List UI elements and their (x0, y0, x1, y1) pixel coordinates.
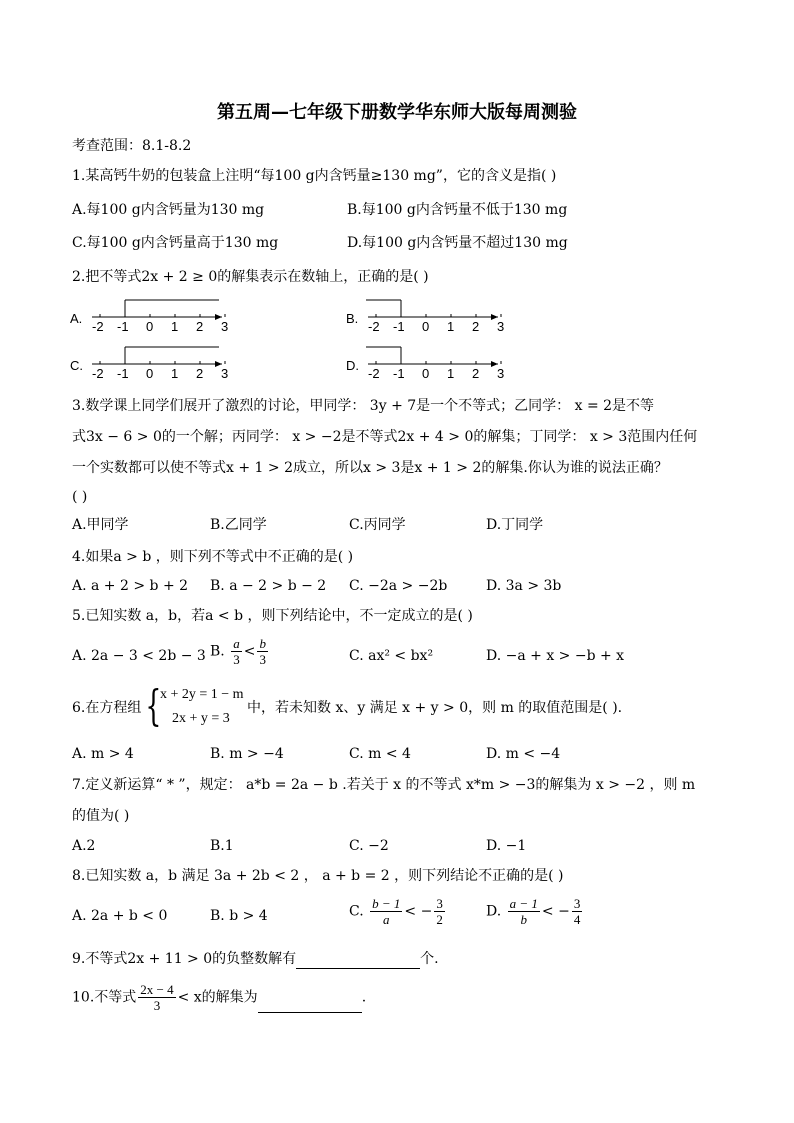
q3-option-d: D.丁同学 (486, 517, 544, 533)
q8-c-frac-2: $\frac{3}{2}$ (436, 896, 443, 927)
q1-option-d: D.每100 g内含钙量不超过130 mg (347, 235, 568, 251)
number-line-tick-label: -2 (92, 366, 104, 381)
q3-line-2: 式3x − 6 > 0的一个解；丙同学： x > −2是不等式2x + 4 > 0的解集；丁同学： x > 3范围内任何 (72, 429, 698, 445)
page-title: 第五周—七年级下册数学华东师大版每周测验 (217, 102, 577, 123)
q6-option-b: B. m > −4 (210, 746, 284, 762)
q1-option-b: B.每100 g内含钙量不低于130 mg (347, 202, 568, 218)
q8-c-label: C. (349, 903, 364, 920)
number-line-tick-label: 0 (422, 366, 430, 381)
scope-text: 考查范围：8.1-8.2 (72, 138, 192, 154)
q8-c-operator: < − (404, 903, 433, 920)
number-line-tick-label: 0 (146, 319, 154, 334)
q4-option-b: B. a − 2 > b − 2 (210, 578, 327, 594)
number-line-tick-label: 3 (497, 366, 505, 381)
q6-option-a: A. m > 4 (72, 746, 134, 762)
q6-prefix: 6.在方程组 (72, 700, 142, 716)
q10-mid: < x的解集为 (177, 989, 258, 1006)
number-line-tick-label: 2 (196, 366, 204, 381)
q6-option-d: D. m < −4 (486, 746, 561, 762)
q4-stem: 4.如果a > b ，则下列不等式中不正确的是( ) (72, 549, 354, 565)
q3-line-3: 一个实数都可以使不等式x + 1 > 2成立，所以x > 3是x + 1 > 2的解集.你认为谁的说法正确？ (72, 460, 668, 476)
q3-line-4: ( ) (72, 489, 88, 505)
number-line-tick-label: 2 (472, 366, 480, 381)
q6-option-c: C. m < 4 (349, 746, 411, 762)
q8-c-frac-1: $\frac{b - 1}{a}$ (372, 896, 401, 927)
q8-option-b: B. b > 4 (210, 908, 268, 924)
q10-prefix: 10.不等式 (72, 989, 137, 1006)
number-line-tick-label: 1 (171, 319, 179, 334)
q3-option-b: B.乙同学 (210, 517, 267, 533)
number-line-tick-label: -1 (393, 366, 405, 381)
q8-option-a: A. 2a + b < 0 (72, 908, 168, 924)
q2-option-label: C. (70, 358, 83, 373)
q1-option-c: C.每100 g内含钙量高于130 mg (72, 235, 279, 251)
q3-line-1: 3.数学课上同学们展开了激烈的讨论，甲同学： 3y + 7是一个不等式；乙同学： x = 2是不等 (72, 398, 655, 414)
q10-answer-blank[interactable] (258, 996, 362, 1013)
q5-option-c: C. ax² < bx² (349, 648, 434, 664)
q5-b-frac-2: $\frac{b}{3}$ (259, 636, 266, 667)
q5-stem: 5.已知实数 a，b，若a < b ，则下列结论中，不一定成立的是( ) (72, 608, 473, 624)
q8-option-d (486, 896, 584, 927)
number-line-tick-label: 3 (221, 319, 229, 334)
q10-line (72, 982, 366, 1013)
q7-line-1: 7.定义新运算“ * ”，规定： a*b = 2a − b .若关于 x 的不等式 x*m > −3的解集为 x > −2 ，则 m (72, 777, 696, 793)
q2-option-label: D. (346, 358, 359, 373)
q6-equation-2: 2x + y = 3 (172, 711, 230, 726)
number-line-tick-label: 2 (196, 319, 204, 334)
number-line-tick-label: -1 (117, 319, 129, 334)
q3-option-c: C.丙同学 (349, 517, 406, 533)
q4-option-d: D. 3a > 3b (486, 578, 562, 594)
q5-b-frac-1: $\frac{a}{3}$ (233, 636, 240, 667)
q2-option-label: A. (70, 311, 83, 326)
number-line-tick-label: -2 (92, 319, 104, 334)
q6-suffix: 中，若未知数 x、y 满足 x + y > 0，则 m 的取值范围是( ). (247, 700, 623, 716)
q8-d-label: D. (486, 903, 502, 920)
q7-line-2: 的值为( ) (72, 808, 130, 824)
q2-stem: 2.把不等式2x + 2 ≥ 0的解集表示在数轴上，正确的是( ) (72, 269, 429, 285)
q8-stem: 8.已知实数 a，b 满足 3a + 2b < 2 ， a + b = 2 ，则下列结论不正确的是( ) (72, 868, 564, 884)
q5-option-a: A. 2a − 3 < 2b − 3 (72, 648, 206, 664)
q10-suffix: . (361, 989, 367, 1006)
q8-d-frac-2: $\frac{3}{4}$ (573, 896, 581, 927)
q9-stem: 9.不等式2x + 11 > 0的负整数解有 (72, 951, 297, 967)
number-line-tick-label: 3 (221, 366, 229, 381)
q1-stem: 1.某高钙牛奶的包装盒上注明“每100 g内含钙量≥130 mg”，它的含义是指( ) (72, 168, 557, 184)
number-line-tick-label: -2 (368, 319, 380, 334)
q7-option-a: A.2 (72, 838, 96, 854)
q7-option-c: C. −2 (349, 838, 389, 854)
number-line-tick-label: 1 (447, 366, 455, 381)
q3-option-a: A.甲同学 (72, 517, 129, 533)
number-line-tick-label: 2 (472, 319, 480, 334)
q6-equation-1: x + 2y = 1 − m (160, 687, 244, 702)
number-line-tick-label: 3 (497, 319, 505, 334)
q9-line (72, 949, 439, 969)
number-line-tick-label: -2 (368, 366, 380, 381)
number-line-tick-label: -1 (117, 366, 129, 381)
number-line-tick-label: 1 (447, 319, 455, 334)
q7-option-d: D. −1 (486, 838, 527, 854)
q1-option-a: A.每100 g内含钙量为130 mg (72, 202, 265, 218)
q5-b-operator: < (243, 643, 256, 660)
number-line-tick-label: 1 (171, 366, 179, 381)
q2-option-label: B. (346, 311, 359, 326)
q8-d-operator: < − (541, 903, 570, 920)
q8-option-c (349, 896, 447, 927)
q5-option-b (210, 636, 270, 667)
q9-answer-blank[interactable] (296, 952, 420, 969)
number-line-tick-label: 0 (422, 319, 430, 334)
number-line-tick-label: -1 (393, 319, 405, 334)
q5-option-d: D. −a + x > −b + x (486, 648, 625, 664)
q8-d-frac-1: $\frac{a - 1}{b}$ (509, 896, 538, 927)
number-line-tick-label: 0 (146, 366, 154, 381)
q10-fraction: $\frac{2x - 4}{3}$ (140, 982, 174, 1013)
q4-option-c: C. −2a > −2b (349, 578, 448, 594)
q9-suffix: 个. (420, 951, 439, 967)
q4-option-a: A. a + 2 > b + 2 (72, 578, 189, 594)
q2-number-lines (70, 292, 510, 382)
q7-option-b: B.1 (210, 838, 234, 854)
q6-brace: { (145, 681, 162, 730)
q5-b-label: B. (210, 643, 225, 660)
